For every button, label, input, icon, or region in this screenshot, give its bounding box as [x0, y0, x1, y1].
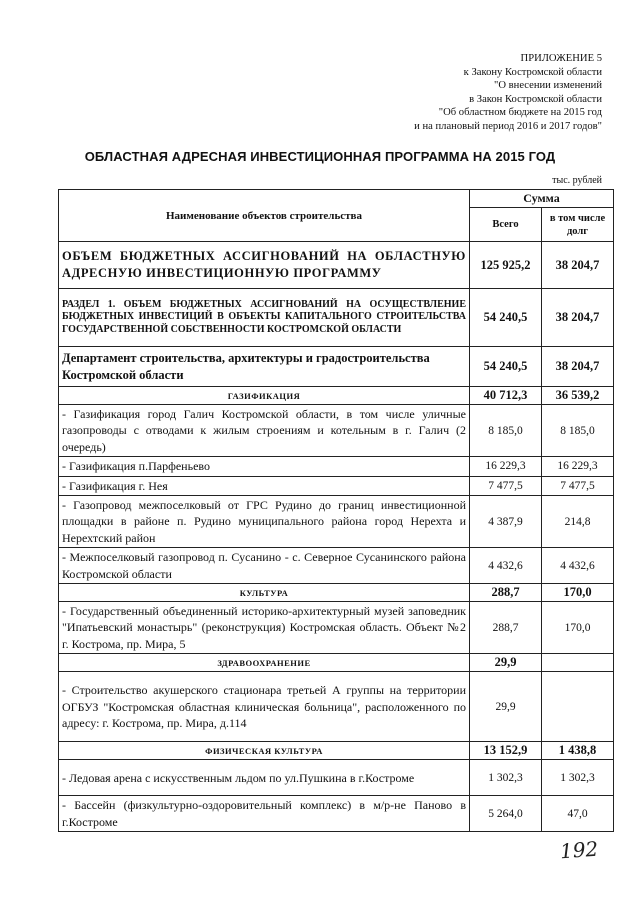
row-name: ГАЗИФИКАЦИЯ	[59, 387, 470, 405]
row-name: - Газификация г. Нея	[59, 476, 470, 495]
row-total: 288,7	[470, 602, 542, 654]
appendix-line: к Закону Костромской области	[463, 66, 602, 78]
row-debt: 1 302,3	[542, 760, 614, 796]
row-total: 13 152,9	[470, 742, 542, 760]
document-title: ОБЛАСТНАЯ АДРЕСНАЯ ИНВЕСТИЦИОННАЯ ПРОГРАММА НА 2015 ГОД	[84, 149, 556, 164]
row-name: ФИЗИЧЕСКАЯ КУЛЬТУРА	[59, 742, 470, 760]
row-name: - Газификация п.Парфеньево	[59, 457, 470, 476]
header-row	[59, 190, 614, 208]
table-row	[59, 476, 614, 495]
row-debt	[542, 654, 614, 672]
table-row	[59, 405, 614, 457]
row-debt: 16 229,3	[542, 457, 614, 476]
row-name: - Газопровод межпоселковый от ГРС Рудино до границ инвестиционной площадки в районе п. Рудино муниципального района город Нерехта и Нерехтский район	[59, 496, 470, 548]
row-total: 54 240,5	[470, 347, 542, 387]
row-debt: 38 204,7	[542, 289, 614, 347]
row-debt: 38 204,7	[542, 347, 614, 387]
table-row	[59, 760, 614, 796]
table-row-category	[59, 387, 614, 405]
row-debt: 170,0	[542, 602, 614, 654]
row-debt	[542, 672, 614, 742]
handwritten-page-number: 192	[559, 836, 599, 864]
row-debt: 8 185,0	[542, 405, 614, 457]
table-row-total	[59, 242, 614, 289]
table-row	[59, 796, 614, 832]
appendix-line: и на плановый период 2016 и 2017 годов"	[414, 120, 602, 132]
row-total: 125 925,2	[470, 242, 542, 289]
row-name: Департамент строительства, архитектуры и градостроительства Костромской области	[59, 347, 470, 387]
row-name: - Ледовая арена с искусственным льдом по ул.Пушкина в г.Костроме	[59, 760, 470, 796]
row-debt: 1 438,8	[542, 742, 614, 760]
row-total: 40 712,3	[470, 387, 542, 405]
row-total: 29,9	[470, 672, 542, 742]
row-debt: 36 539,2	[542, 387, 614, 405]
row-total: 5 264,0	[470, 796, 542, 832]
appendix-line: в Закон Костромской области	[469, 93, 602, 105]
header-sum: Сумма	[470, 190, 614, 208]
header-total: Всего	[470, 208, 542, 242]
table-row-department	[59, 347, 614, 387]
table-row	[59, 457, 614, 476]
row-name: - Газификация город Галич Костромской области, в том числе уличные газопроводы с отводами к жилым строениям и котельным в г. Галич (2 очередь)	[59, 405, 470, 457]
row-total: 29,9	[470, 654, 542, 672]
row-total: 54 240,5	[470, 289, 542, 347]
appendix-line: "Об областном бюджете на 2015 год	[438, 107, 602, 119]
row-name: ЗДРАВООХРАНЕНИЕ	[59, 654, 470, 672]
investment-table	[58, 189, 614, 832]
header-debt: в том числе долг	[542, 208, 614, 242]
row-total: 288,7	[470, 584, 542, 602]
row-name: - Государственный объединенный историко-архитектурный музей заповедник "Ипатьевский монастырь" (реконструкция) Костромская область. Объект №2 г. Кострома, пр. Мира, 5	[59, 602, 470, 654]
row-name: - Межпоселковый газопровод п. Сусанино - с. Северное Сусанинского района Костромской области	[59, 548, 470, 584]
row-debt: 38 204,7	[542, 242, 614, 289]
row-debt: 214,8	[542, 496, 614, 548]
appendix-block	[302, 52, 602, 134]
row-total: 1 302,3	[470, 760, 542, 796]
row-name: РАЗДЕЛ 1. ОБЪЕМ БЮДЖЕТНЫХ АССИГНОВАНИЙ НА ОСУЩЕСТВЛЕНИЕ БЮДЖЕТНЫХ ИНВЕСТИЦИЙ В ОБЪЕКТЫ КАПИТАЛЬНОГО СТРОИТЕЛЬСТВА ГОСУДАРСТВЕННОЙ СОБСТВЕННОСТИ КОСТРОМСКОЙ ОБЛАСТИ	[59, 289, 470, 347]
row-name: - Бассейн (физкультурно-оздоровительный комплекс) в м/р-не Паново в г.Костроме	[59, 796, 470, 832]
row-name: - Строительство акушерского стационара третьей А группы на территории ОГБУЗ "Костромская областная клиническая больница", расположенного по адресу: г. Кострома, пр. Мира, д.114	[59, 672, 470, 742]
row-debt: 7 477,5	[542, 476, 614, 495]
table-row	[59, 548, 614, 584]
row-total: 4 387,9	[470, 496, 542, 548]
appendix-line: "О внесении изменений	[494, 80, 602, 92]
row-total: 7 477,5	[470, 476, 542, 495]
table-row	[59, 496, 614, 548]
units-label: тыс. рублей	[552, 175, 602, 186]
row-name: КУЛЬТУРА	[59, 584, 470, 602]
row-total: 8 185,0	[470, 405, 542, 457]
row-total: 4 432,6	[470, 548, 542, 584]
table-row-category	[59, 742, 614, 760]
row-debt: 170,0	[542, 584, 614, 602]
row-debt: 4 432,6	[542, 548, 614, 584]
row-debt: 47,0	[542, 796, 614, 832]
table-row-category	[59, 654, 614, 672]
table-row-section	[59, 289, 614, 347]
row-total: 16 229,3	[470, 457, 542, 476]
row-name: ОБЪЕМ БЮДЖЕТНЫХ АССИГНОВАНИЙ НА ОБЛАСТНУЮ АДРЕСНУЮ ИНВЕСТИЦИОННУЮ ПРОГРАММУ	[59, 242, 470, 289]
table-row	[59, 602, 614, 654]
table-row	[59, 672, 614, 742]
header-name: Наименование объектов строительства	[59, 190, 470, 242]
appendix-line: ПРИЛОЖЕНИЕ 5	[520, 53, 602, 64]
table-row-category	[59, 584, 614, 602]
